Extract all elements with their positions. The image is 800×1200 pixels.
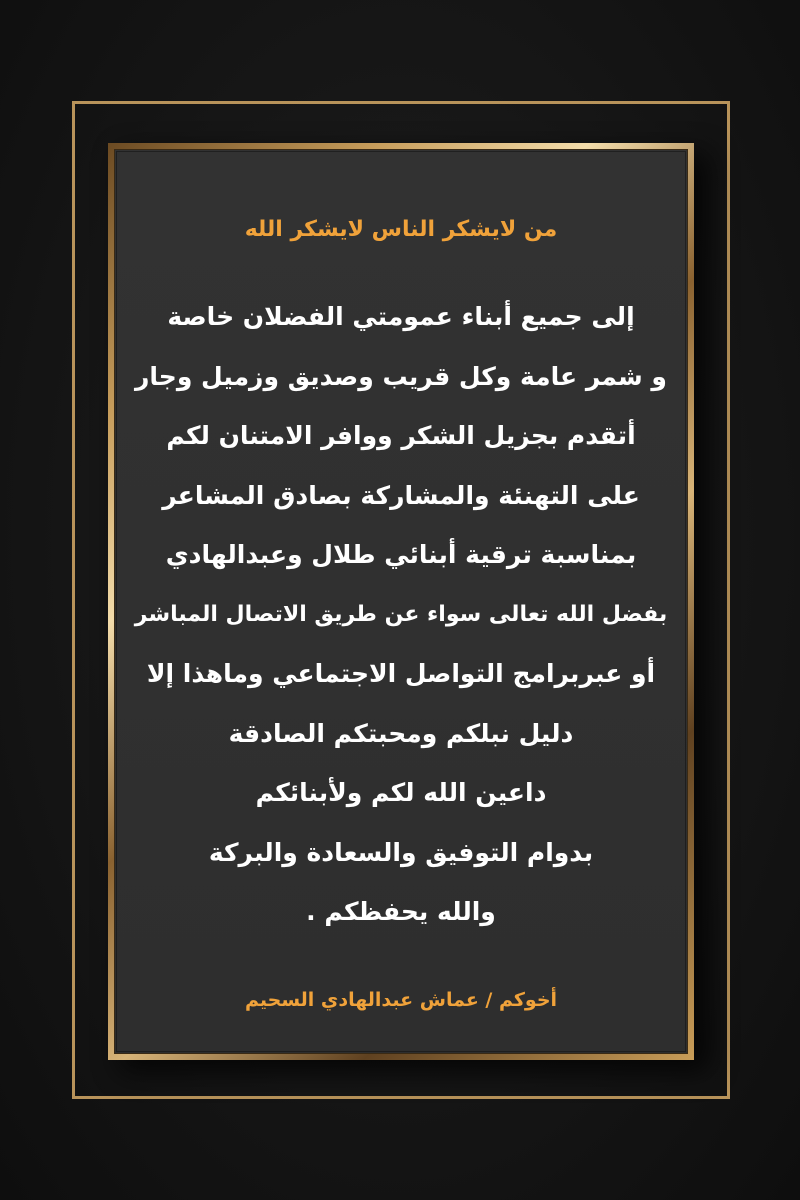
- message-line: إلى جميع أبناء عمومتي الفضلان خاصة: [167, 302, 635, 331]
- message-line: داعين الله لكم ولأبنائكم: [255, 778, 547, 807]
- message-line: أتقدم بجزيل الشكر ووافر الامتنان لكم: [166, 421, 636, 450]
- message-body: [124, 287, 678, 942]
- message-line: و شمر عامة وكل قريب وصديق وزميل وجار: [135, 361, 667, 391]
- signature: أخوكم / عماش عبدالهادي السحيم: [244, 989, 558, 1011]
- card-heading: من لايشكر الناس لايشكر الله: [244, 217, 558, 242]
- message-line: بفضل الله تعالى سواء عن طريق الاتصال المباشر: [134, 601, 668, 627]
- message-line: دليل نبلكم ومحبتكم الصادقة: [228, 718, 574, 748]
- card-content: [114, 149, 688, 1054]
- message-line: بدوام التوفيق والسعادة والبركة: [208, 837, 594, 867]
- message-line: والله يحفظكم .: [306, 897, 496, 926]
- message-line: بمناسبة ترقية أبنائي طلال وعبدالهادي: [165, 540, 637, 569]
- thank-you-card: [108, 143, 694, 1060]
- message-line: أو عبربرامج التواصل الاجتماعي وماهذا إلا: [146, 659, 656, 688]
- message-line: على التهنئة والمشاركة بصادق المشاعر: [162, 480, 640, 510]
